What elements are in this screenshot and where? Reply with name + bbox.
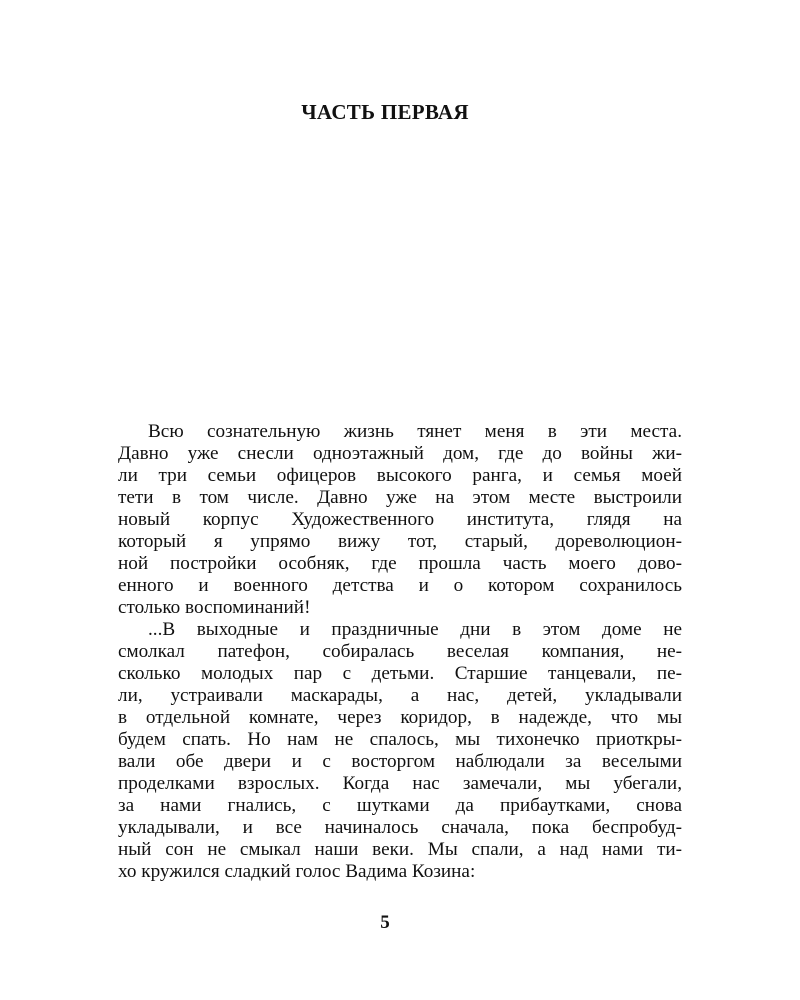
text-line: вали обе двери и с восторгом наблюдали за веселыми	[118, 751, 682, 772]
text-line: столько воспоминаний!	[118, 597, 311, 618]
text-line: енного и военного детства и о котором сохранилось	[118, 575, 682, 596]
part-title: ЧАСТЬ ПЕРВАЯ	[301, 100, 469, 124]
body-text	[88, 421, 682, 883]
paragraph-2	[88, 619, 682, 883]
text-line: будем спать. Но нам не спалось, мы тихонечко приоткры-	[118, 729, 682, 750]
text-line: ли, устраивали маскарады, а нас, детей, укладывали	[118, 685, 682, 706]
text-line: смолкал патефон, собиралась веселая компания, не-	[118, 641, 682, 662]
text-line: Давно уже снесли одноэтажный дом, где до войны жи-	[118, 443, 682, 464]
text-line: проделками взрослых. Когда нас замечали, мы убегали,	[118, 773, 682, 794]
page-number: 5	[380, 912, 390, 933]
text-line: хо кружился сладкий голос Вадима Козина:	[118, 861, 476, 882]
text-line: в отдельной комнате, через коридор, в надежде, что мы	[118, 707, 682, 728]
text-line: сколько молодых пар с детьми. Старшие танцевали, пе-	[118, 663, 682, 684]
text-line: Всю сознательную жизнь тянет меня в эти места.	[148, 421, 682, 442]
text-line: ной постройки особняк, где прошла часть моего дово-	[118, 553, 682, 574]
text-line: ...В выходные и праздничные дни в этом доме не	[148, 619, 682, 640]
text-line: за нами гнались, с шутками да прибаутками, снова	[118, 795, 682, 816]
text-line: тети в том числе. Давно уже на этом месте выстроили	[118, 487, 682, 508]
text-line: ный сон не смыкал наши веки. Мы спали, а над нами ти-	[118, 839, 682, 860]
text-line: ли три семьи офицеров высокого ранга, и семья моей	[118, 465, 682, 486]
text-line: укладывали, и все начиналось сначала, пока беспробуд-	[118, 817, 682, 838]
paragraph-1	[88, 421, 682, 619]
text-line: который я упрямо вижу тот, старый, дореволюцион-	[118, 531, 682, 552]
text-line: новый корпус Художественного института, глядя на	[118, 509, 682, 530]
